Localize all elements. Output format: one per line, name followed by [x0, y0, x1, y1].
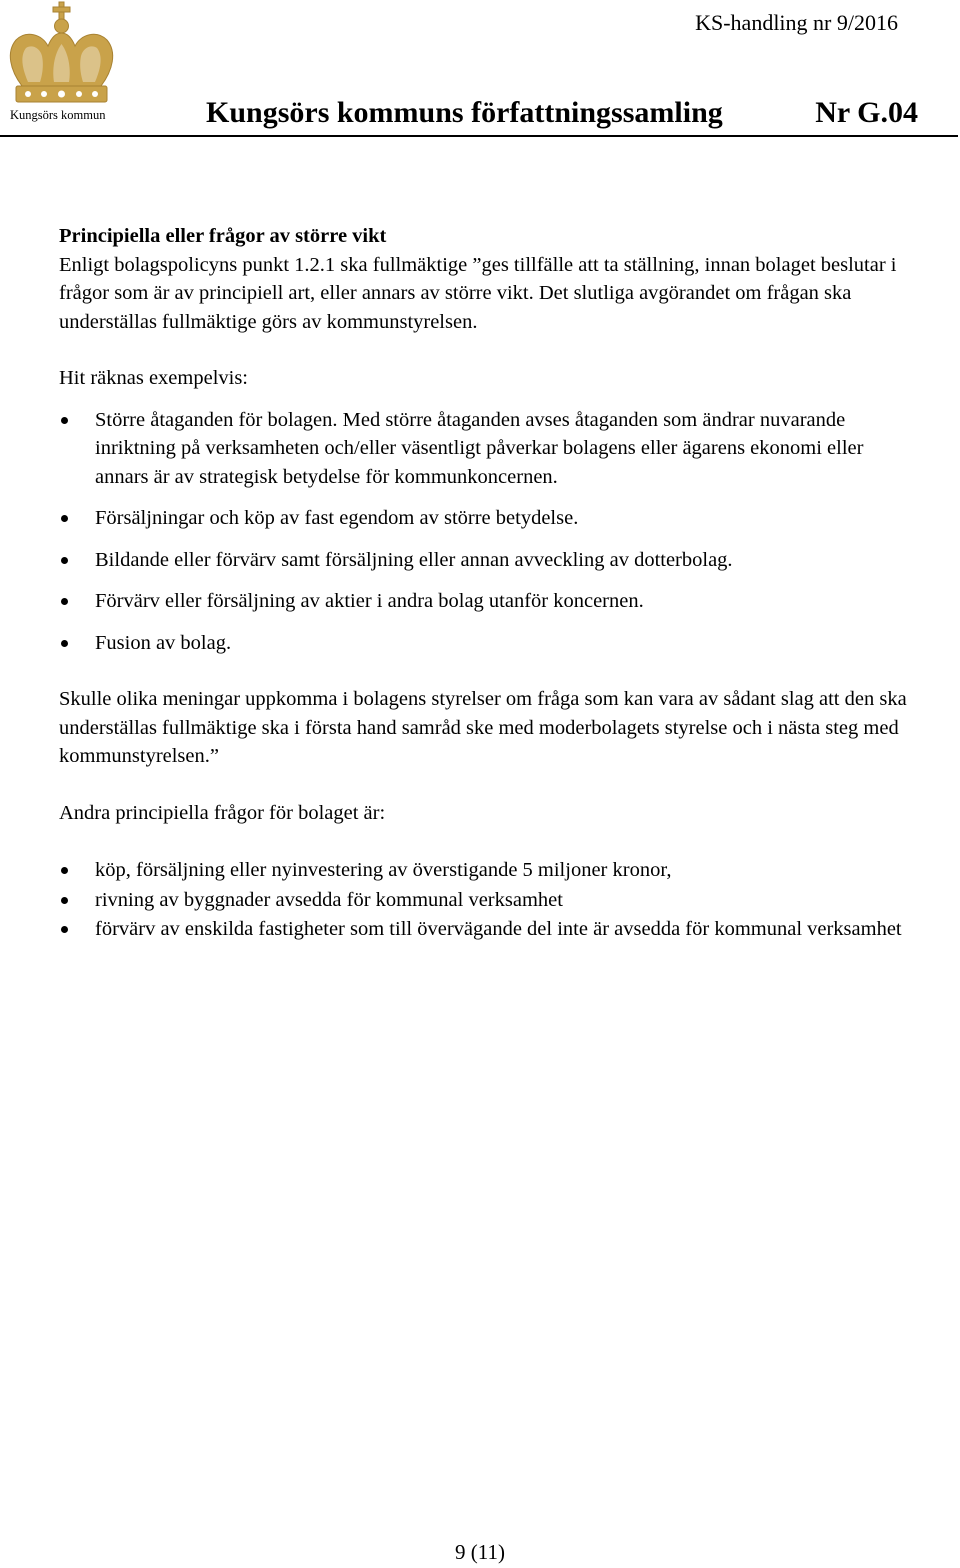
list-item: Fusion av bolag. [59, 629, 909, 658]
intro-paragraph: Enligt bolagspolicyns punkt 1.2.1 ska fullmäktige ”ges tillfälle att ta ställning, innan bolaget beslutar i frågor som är av principiell art, eller annars av större vikt. Det slutliga avgörandet om frågan ska underställas fullmäktige görs av kommunstyrelsen. [59, 253, 897, 333]
examples-label: Hit räknas exempelvis: [59, 367, 249, 389]
list-item: Försäljningar och köp av fast egendom av större betydelse. [59, 504, 909, 533]
crown-icon [2, 0, 122, 108]
municipality-logo [2, 0, 122, 128]
document-body [59, 222, 909, 944]
header-divider [0, 135, 958, 137]
collection-title: Kungsörs kommuns författningssamling [206, 96, 723, 129]
list-item: Större åtaganden för bolagen. Med större åtaganden avses åtaganden som ändrar nuvarande inriktning på verksamheten och/eller väsentligt påverkar bolagens eller ägarens ekonomi eller annars är av strategisk betydelse för kommunkoncernen. [59, 406, 909, 492]
document-number: Nr G.04 [815, 96, 918, 129]
section-heading: Principiella eller frågor av större vikt [59, 225, 387, 247]
list-item: rivning av byggnader avsedda för kommunal verksamhet [59, 886, 909, 915]
other-questions-list [59, 856, 909, 944]
disagreement-paragraph: Skulle olika meningar uppkomma i bolagens styrelser om fråga som kan vara av sådant slag att den ska underställas fullmäktige ska i första hand samråd ske med moderbolagets styrelse och i nästa steg med kommunstyrelsen.” [59, 688, 907, 767]
list-item: Förvärv eller försäljning av aktier i andra bolag utanför koncernen. [59, 587, 909, 616]
case-reference: KS-handling nr 9/2016 [695, 10, 898, 35]
list-item: Bildande eller förvärv samt försäljning eller annan avveckling av dotterbolag. [59, 546, 909, 575]
page-number: 9 (11) [455, 1540, 505, 1564]
logo-caption: Kungsörs kommun [10, 108, 106, 122]
list-item: förvärv av enskilda fastigheter som till övervägande del inte är avsedda för kommunal verksamhet [59, 915, 909, 944]
list-item: köp, försäljning eller nyinvestering av överstigande 5 miljoner kronor, [59, 856, 909, 885]
examples-list [59, 406, 909, 658]
other-questions-label: Andra principiella frågor för bolaget är: [59, 801, 386, 824]
